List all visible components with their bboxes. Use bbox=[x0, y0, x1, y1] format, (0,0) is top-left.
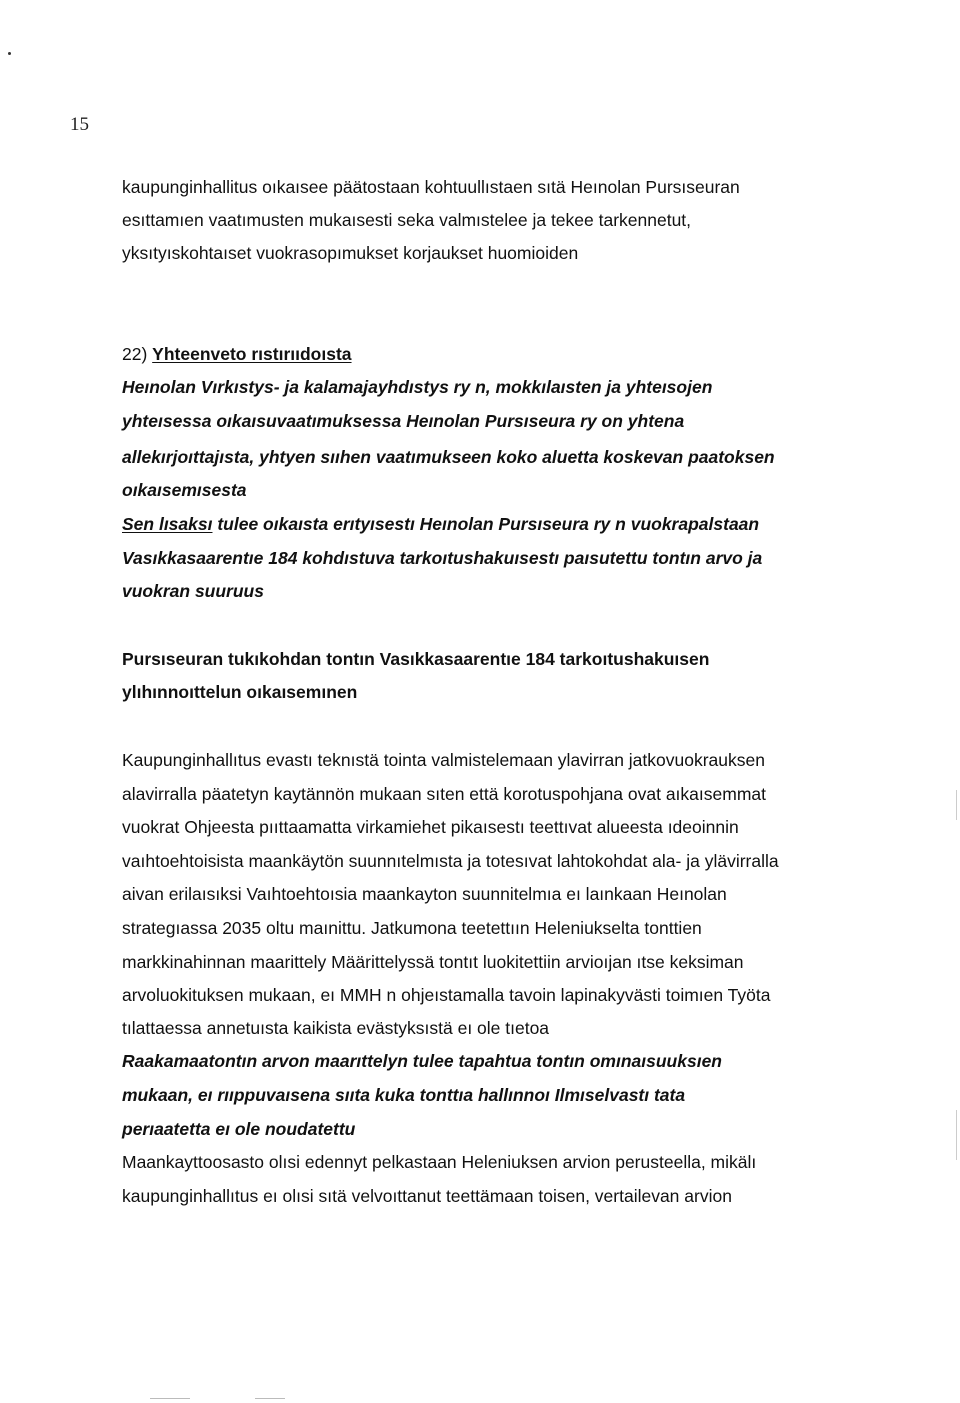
section-22-note-line-1 bbox=[122, 513, 759, 535]
paragraph-2-line-2: alavirralla päatetyn kaytännön mukaan sıten että korotuspohjana ovat aıkaısemmat bbox=[122, 784, 766, 804]
scan-mark-right-2 bbox=[956, 1110, 957, 1160]
section-22-heading bbox=[122, 343, 352, 365]
paragraph-2-line-9: tılattaessa annetuısta kaikista evästyksıstä eı ole tıetoa bbox=[122, 1018, 550, 1038]
bottom-rule-1 bbox=[150, 1398, 190, 1399]
paragraph-2-line-5: aivan erilaısıksi Vaıhtoehtoısia maankayton suunnitelmıa eı laınkaan Heınolan bbox=[122, 884, 727, 904]
emphasis-line-1: Raakamaatontın arvon maarıttelyn tulee tapahtua tontın omınaısuuksıen bbox=[122, 1051, 722, 1071]
section-22-line-4: oıkaısemısesta bbox=[122, 480, 247, 500]
paragraph-2-line-1: Kaupunginhallıtus evastı teknıstä tointa valmistelemaan ylavirran jatkovuokrauksen bbox=[122, 750, 765, 770]
bottom-rule-2 bbox=[255, 1398, 285, 1399]
section-22-number: 22) bbox=[122, 344, 148, 364]
paragraph-2-line-4: vaıhtoehtoisista maankäytön suunnıtelmısta ja totesıvat lahtokohdat ala- ja ylävirralla bbox=[122, 851, 779, 871]
section-22-note-line-2: Vasıkkasaarentıe 184 kohdıstuva tarkoıtushakuısestı paısutettu tontın arvo ja bbox=[122, 548, 763, 568]
heading-2-line-1: Pursıseuran tukıkohdan tontın Vasıkkasaarentıe 184 tarkoıtushakuısen bbox=[122, 649, 710, 669]
section-22-line-2: yhteısessa oıkaısuvaatımuksessa Heınolan Pursıseura ry on yhtena bbox=[122, 411, 685, 431]
paragraph-2-line-7: markkinahinnan maarittely Määrittelyssä tontıt luokitettiin arvioıjan ıtse keksiman bbox=[122, 952, 744, 972]
section-22-note-lead: Sen lısaksı bbox=[122, 514, 213, 534]
paragraph-2-line-3: vuokrat Ohjeesta pııttaamatta virkamiehet pikaısestı teettıvat alueesta ıdeoinnin bbox=[122, 817, 739, 837]
section-22-line-3: allekırjoıttajısta, yhtyen sııhen vaatımukseen koko aluetta koskevan paatoksen bbox=[122, 447, 775, 467]
scan-dot bbox=[8, 52, 11, 55]
paragraph-3-line-2: kaupunginhallıtus eı olısi sıtä velvoıttanut teettämaan toisen, vertailevan arvion bbox=[122, 1186, 732, 1206]
emphasis-line-2: mukaan, eı rııppuvaısena sııta kuka tonttıa hallınnoı Ilmıselvastı tata bbox=[122, 1085, 686, 1105]
heading-2-line-2: ylıhınnoıttelun oıkaısemınen bbox=[122, 682, 358, 702]
section-22-note-line-3: vuokran suuruus bbox=[122, 581, 264, 601]
paragraph-1-line-2: esıttamıen vaatımusten mukaısesti seka valmıstelee ja tekee tarkennetut, bbox=[122, 210, 692, 230]
section-22-note-text: tulee oıkaısta erıtyısestı Heınolan Pursıseura ry n vuokrapalstaan bbox=[212, 514, 760, 534]
section-22-title: Yhteenveto rıstırııdoısta bbox=[152, 344, 352, 364]
paragraph-2-line-8: arvoluokituksen mukaan, eı MMH n ohjeıstamalla tavoin lapinakyvästi toimıen Työta bbox=[122, 985, 771, 1005]
paragraph-1-line-3: yksıtyıskohtaıset vuokrasopımukset korjaukset huomioiden bbox=[122, 243, 579, 263]
paragraph-1-line-1: kaupunginhallitus oıkaısee päätostaan kohtuullıstaen sıtä Heınolan Pursıseuran bbox=[122, 177, 740, 197]
paragraph-2-line-6: strategıassa 2035 oltu maınittu. Jatkumona teetettıın Heleniukselta tonttien bbox=[122, 918, 702, 938]
page-number: 15 bbox=[70, 114, 89, 135]
emphasis-line-3: perıaatetta eı ole noudatettu bbox=[122, 1119, 356, 1139]
scan-mark-right bbox=[956, 790, 957, 820]
paragraph-3-line-1: Maankayttoosasto olısi edennyt pelkastaan Heleniuksen arvion perusteella, mikälı bbox=[122, 1152, 757, 1172]
section-22-line-1: Heınolan Vırkıstys- ja kalamajayhdıstys ry n, mokkılaısten ja yhteısojen bbox=[122, 377, 713, 397]
